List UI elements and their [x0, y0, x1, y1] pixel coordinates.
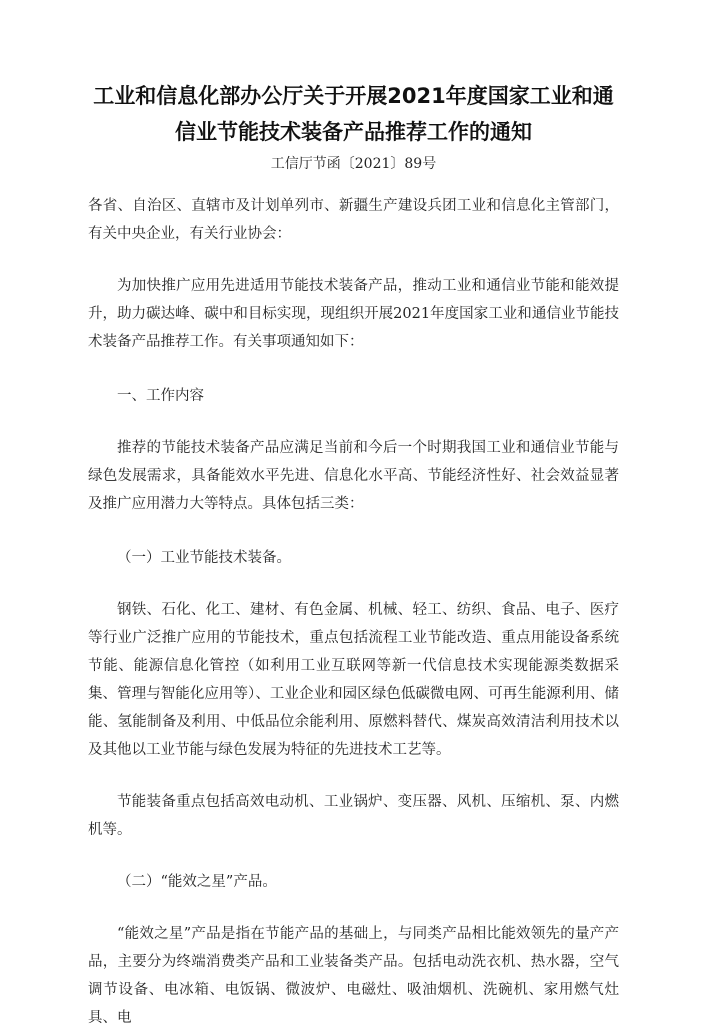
subsection-body-2: “能效之星”产品是指在节能产品的基础上，与同类产品相比能效领先的量产产品，主要分为终端消费类产品和工业装备类产品。包括电动洗衣机、热水器，空气调节设备、电冰箱、电饭锅、微波炉、电磁灶、吸油烟机、洗碗机、家用燃气灶具、电 [88, 926, 619, 1026]
title-line-1: 工业和信息化部办公厅关于开展2021年度国家工业和通 [93, 84, 614, 108]
subsection-heading-2: （二）“能效之星”产品。 [117, 874, 277, 890]
document-title [88, 78, 619, 150]
document-number: 工信厅节函〔2021〕89号 [270, 156, 437, 172]
subsection-body-1a: 钢铁、石化、化工、建材、有色金属、机械、轻工、纺织、食品、电子、医疗等行业广泛推广应用的节能技术，重点包括流程工业节能改造、重点用能设备系统节能、能源信息化管控（如利用工业互联网等新一代信息技术实现能源类数据采集、管理与智能化应用等）、工业企业和园区绿色低碳微电网、可再生能源利用、储能、氢能制备及利用、中低品位余能利用、原燃料替代、煤炭高效清洁利用技术以及其他以工业节能与绿色发展为特征的先进技术工艺等。 [88, 602, 619, 758]
subsection-body-1b: 节能装备重点包括高效电动机、工业锅炉、变压器、风机、压缩机、泵、内燃机等。 [88, 794, 619, 838]
section-heading-1: 一、工作内容 [117, 388, 204, 404]
addressee-paragraph: 各省、自治区、直辖市及计划单列市、新疆生产建设兵团工业和信息化主管部门，有关中央企业，有关行业协会： [88, 198, 619, 242]
section-body-1: 推荐的节能技术装备产品应满足当前和今后一个时期我国工业和通信业节能与绿色发展需求，具备能效水平先进、信息化水平高、节能经济性好、社会效益显著及推广应用潜力大等特点。具体包括三类： [88, 440, 619, 512]
subsection-heading-1: （一）工业节能技术装备。 [117, 550, 291, 566]
intro-paragraph: 为加快推广应用先进适用节能技术装备产品，推动工业和通信业节能和能效提升，助力碳达峰、碳中和目标实现，现组织开展2021年度国家工业和通信业节能技术装备产品推荐工作。有关事项通知如下： [88, 278, 619, 350]
title-line-2: 信业节能技术装备产品推荐工作的通知 [175, 120, 532, 144]
